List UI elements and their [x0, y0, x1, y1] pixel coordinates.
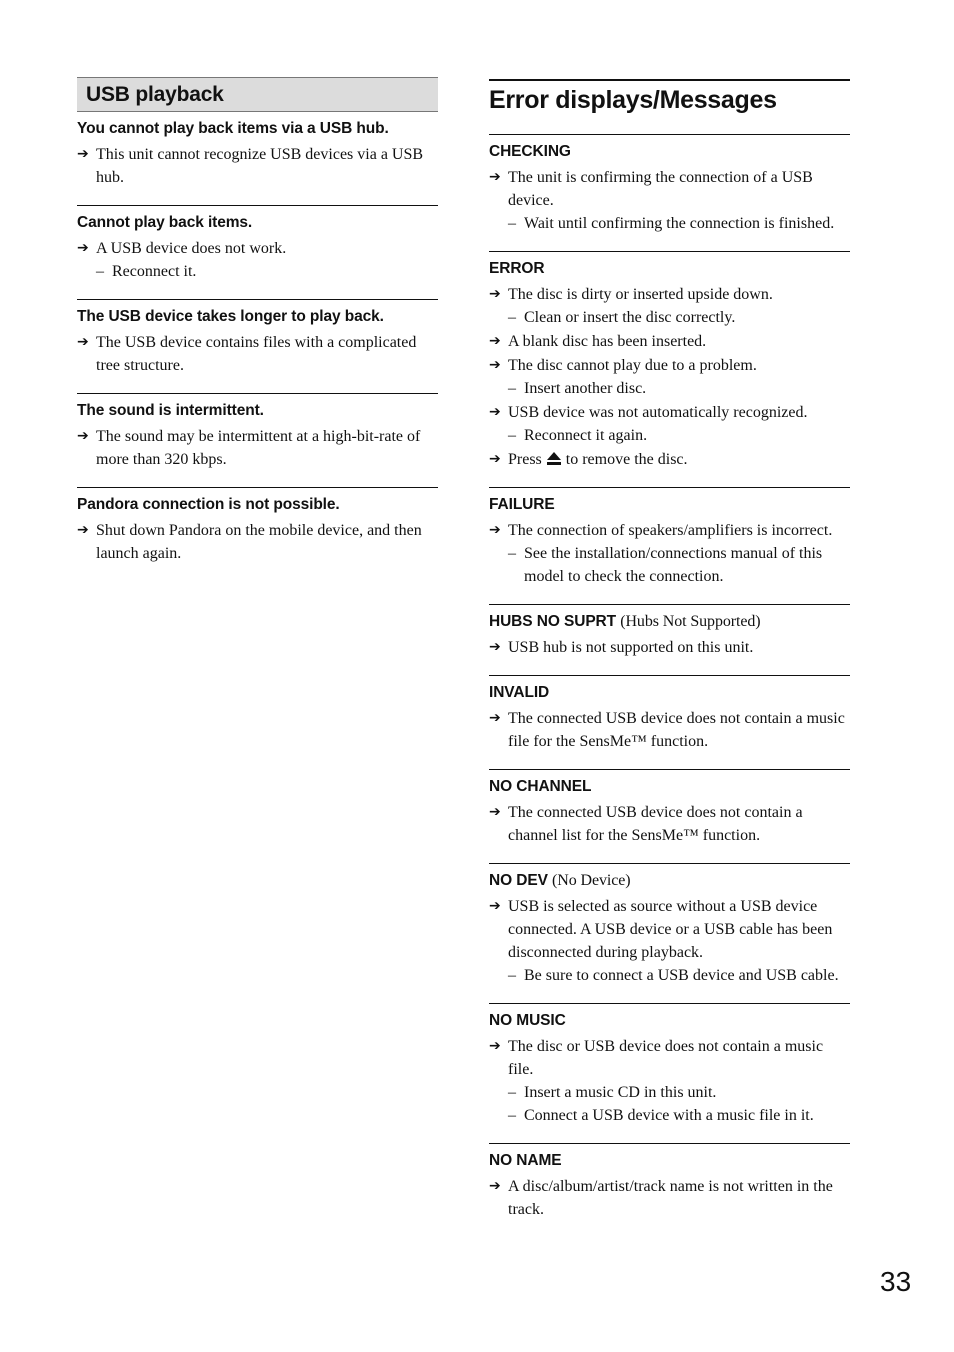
arrow-icon: ➔ [489, 169, 501, 185]
item-title-text: NO MUSIC [489, 1012, 566, 1029]
arrow-icon: ➔ [77, 428, 89, 444]
cause-text: This unit cannot recognize USB devices via a USB hub. [96, 146, 424, 186]
item-title [489, 611, 850, 633]
cause-text: The sound may be intermittent at a high-bit-rate of more than 320 kbps. [96, 428, 421, 468]
dash-icon: – [508, 309, 516, 326]
arrow-icon: ➔ [489, 804, 501, 820]
remedy-text: Wait until confirming the connection is finished. [524, 215, 835, 232]
item-title-text: NO DEV [489, 872, 548, 889]
cause-line [489, 166, 850, 212]
remedy-text: See the installation/connections manual of this model to check the connection. [524, 545, 823, 585]
message-block [489, 769, 850, 863]
cause-line [489, 895, 850, 964]
remedy-line [77, 260, 438, 283]
item-title [77, 494, 438, 516]
remedy-line [489, 1081, 850, 1104]
item-title-text: ERROR [489, 260, 545, 277]
cause-line [489, 519, 850, 542]
arrow-icon: ➔ [489, 639, 501, 655]
item-title-text: NO NAME [489, 1152, 562, 1169]
arrow-icon: ➔ [77, 522, 89, 538]
cause-text: The disc or USB device does not contain a music file. [508, 1038, 824, 1078]
press-text: Press [508, 451, 542, 468]
message-block [489, 135, 850, 251]
item-title [489, 1010, 850, 1032]
arrow-icon: ➔ [489, 522, 501, 538]
item-title-text: NO CHANNEL [489, 778, 592, 795]
cause-text: The connected USB device does not contain a channel list for the SensMe™ function. [508, 804, 803, 844]
dash-icon: – [508, 215, 516, 232]
cause-line [77, 237, 438, 260]
cause-text: The disc cannot play due to a problem. [508, 357, 757, 374]
cause-line [489, 401, 850, 424]
arrow-icon: ➔ [77, 334, 89, 350]
item-title [489, 258, 850, 280]
error-messages-column [489, 79, 850, 1237]
arrow-icon: ➔ [489, 710, 501, 726]
item-title [77, 212, 438, 234]
cause-line [489, 801, 850, 847]
remedy-text: Insert another disc. [524, 380, 647, 397]
remedy-line [489, 212, 850, 235]
message-block [489, 487, 850, 604]
arrow-icon: ➔ [489, 451, 501, 467]
cause-line [489, 330, 850, 353]
remedy-text: Connect a USB device with a music file in it. [524, 1107, 814, 1124]
message-block [489, 604, 850, 675]
section-heading: USB playback [77, 77, 438, 112]
arrow-icon: ➔ [489, 333, 501, 349]
page-title: Error displays/Messages [489, 79, 850, 135]
cause-text: USB is selected as source without a USB device connected. A USB device or a USB cable has been disconnected during playback. [508, 898, 833, 961]
remedy-text: Clean or insert the disc correctly. [524, 309, 736, 326]
arrow-icon: ➔ [489, 357, 501, 373]
message-block [77, 205, 438, 299]
cause-line [489, 354, 850, 377]
arrow-icon: ➔ [489, 1038, 501, 1054]
dash-icon: – [508, 967, 516, 984]
cause-line [77, 331, 438, 377]
item-title-text: Cannot play back items. [77, 214, 253, 231]
cause-text: USB hub is not supported on this unit. [508, 639, 754, 656]
item-title [77, 118, 438, 140]
right-item-list [489, 135, 850, 1237]
remedy-line [489, 1104, 850, 1127]
cause-line [489, 1035, 850, 1081]
item-title [489, 870, 850, 892]
arrow-icon: ➔ [489, 1178, 501, 1194]
cause-text: The connection of speakers/amplifiers is incorrect. [508, 522, 833, 539]
message-block [489, 251, 850, 487]
cause-text: The connected USB device does not contain a music file for the SensMe™ function. [508, 710, 845, 750]
item-title [489, 776, 850, 798]
item-title-text: Pandora connection is not possible. [77, 496, 340, 513]
remedy-text: Be sure to connect a USB device and USB cable. [524, 967, 839, 984]
dash-icon: – [508, 1084, 516, 1101]
dash-icon: – [508, 380, 516, 397]
remedy-text: Reconnect it again. [524, 427, 648, 444]
dash-icon: – [508, 427, 516, 444]
cause-line [489, 448, 850, 471]
message-block [489, 1143, 850, 1237]
press-text: to remove the disc. [565, 451, 688, 468]
eject-icon [547, 452, 561, 465]
item-title [77, 306, 438, 328]
cause-text: The USB device contains files with a complicated tree structure. [96, 334, 417, 374]
cause-line [489, 636, 850, 659]
message-block [77, 487, 438, 581]
item-title-text: You cannot play back items via a USB hub. [77, 120, 389, 137]
arrow-icon: ➔ [489, 404, 501, 420]
cause-text: The disc is dirty or inserted upside down. [508, 286, 773, 303]
cause-text: A USB device does not work. [96, 240, 287, 257]
remedy-text: Insert a music CD in this unit. [524, 1084, 717, 1101]
cause-text: A blank disc has been inserted. [508, 333, 707, 350]
dash-icon: – [508, 545, 516, 562]
cause-text: USB device was not automatically recognized. [508, 404, 808, 421]
item-title-text: FAILURE [489, 496, 555, 513]
arrow-icon: ➔ [489, 286, 501, 302]
cause-line [77, 519, 438, 565]
item-title-text: The sound is intermittent. [77, 402, 264, 419]
message-block [77, 299, 438, 393]
arrow-icon: ➔ [489, 898, 501, 914]
cause-line [489, 1175, 850, 1221]
remedy-line [489, 964, 850, 987]
remedy-line [489, 424, 850, 447]
arrow-icon: ➔ [77, 240, 89, 256]
cause-text: Shut down Pandora on the mobile device, and then launch again. [96, 522, 422, 562]
cause-text: A disc/album/artist/track name is not written in the track. [508, 1178, 833, 1218]
cause-line [489, 283, 850, 306]
arrow-icon: ➔ [77, 146, 89, 162]
usb-playback-column [77, 77, 438, 581]
message-block [77, 393, 438, 487]
cause-line [77, 425, 438, 471]
item-title-text: CHECKING [489, 143, 571, 160]
message-block [489, 1003, 850, 1143]
left-item-list [77, 112, 438, 581]
item-title [489, 1150, 850, 1172]
item-subtitle: (No Device) [552, 872, 631, 889]
remedy-text: Reconnect it. [112, 263, 197, 280]
item-subtitle: (Hubs Not Supported) [620, 613, 761, 630]
remedy-line [489, 377, 850, 400]
remedy-line [489, 306, 850, 329]
message-block [489, 863, 850, 1003]
message-block [489, 675, 850, 769]
dash-icon: – [508, 1107, 516, 1124]
item-title [489, 141, 850, 163]
remedy-line [489, 542, 850, 588]
item-title [77, 400, 438, 422]
dash-icon: – [96, 263, 104, 280]
item-title-text: The USB device takes longer to play back. [77, 308, 384, 325]
message-block [77, 112, 438, 205]
item-title-text: INVALID [489, 684, 550, 701]
page-number: 33 [880, 1266, 912, 1297]
item-title [489, 682, 850, 704]
item-title-text: HUBS NO SUPRT [489, 613, 617, 630]
cause-line [77, 143, 438, 189]
cause-line [489, 707, 850, 753]
item-title [489, 494, 850, 516]
cause-text: The unit is confirming the connection of a USB device. [508, 169, 813, 209]
